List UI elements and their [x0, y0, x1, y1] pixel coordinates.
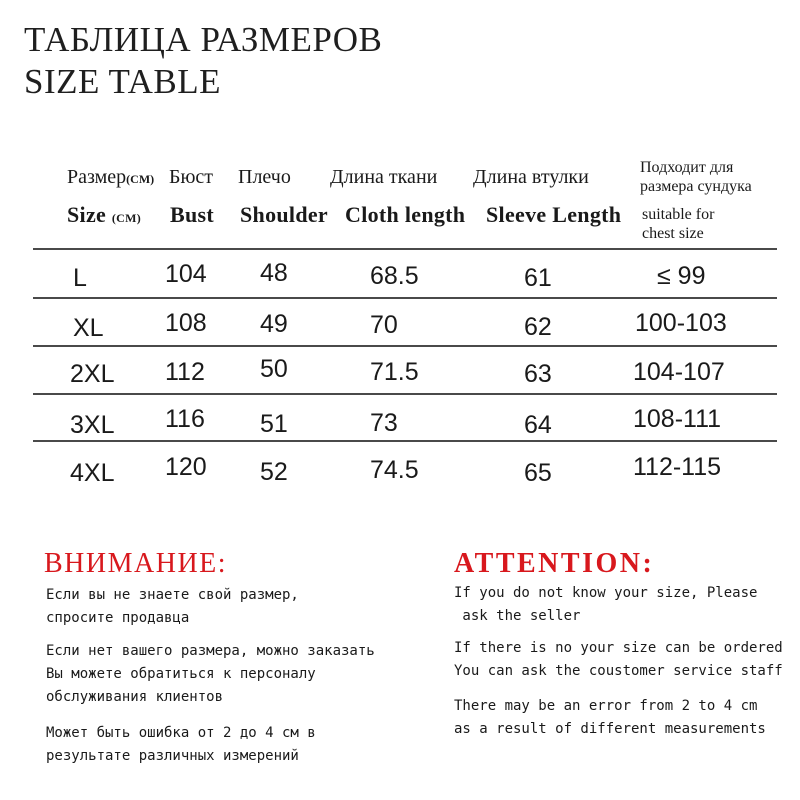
header-size-en: Size (CM)	[67, 202, 142, 227]
attention-ru-line: обслуживания клиентов	[46, 689, 224, 705]
attention-ru-line: Если нет вашего размера, можно заказать	[46, 643, 375, 659]
header-cloth-length-en: Cloth length	[345, 202, 466, 227]
attention-en-line: You can ask the coustomer service staff	[454, 663, 783, 679]
attention-ru-line: Если вы не знаете свой размер,	[46, 587, 299, 603]
cell-sleeve-length: 65	[524, 459, 552, 487]
table-divider	[33, 345, 777, 347]
header-fit-ru-line1: Подходит для	[640, 159, 734, 176]
header-bust-en: Bust	[170, 202, 214, 227]
cell-cloth-length: 74.5	[370, 456, 419, 484]
attention-ru-line: результате различных измерений	[46, 748, 299, 764]
header-fit-ru-line2: размера сундука	[640, 178, 752, 195]
cell-bust: 120	[165, 453, 207, 481]
attention-en-line: ask the seller	[454, 608, 581, 624]
attention-title-ru: ВНИМАНИЕ:	[44, 548, 228, 579]
cell-shoulder: 49	[260, 310, 288, 338]
table-divider	[33, 393, 777, 395]
attention-en-line: If you do not know your size, Please	[454, 585, 758, 601]
cell-bust: 116	[165, 405, 205, 433]
cell-shoulder: 50	[260, 355, 288, 383]
cell-cloth-length: 68.5	[370, 262, 419, 290]
header-shoulder-en: Shoulder	[240, 202, 328, 227]
header-bust-ru: Бюст	[169, 166, 214, 188]
header-shoulder-ru: Плечо	[238, 166, 291, 188]
cell-shoulder: 51	[260, 410, 288, 438]
header-sleeve-length-en: Sleeve Length	[486, 202, 622, 227]
attention-ru-line: Может быть ошибка от 2 до 4 см в	[46, 725, 316, 741]
cell-sleeve-length: 61	[524, 264, 552, 292]
header-fit-ru	[640, 158, 752, 196]
header-fit-en-line2: chest size	[642, 225, 704, 242]
cell-fit: 100-103	[635, 309, 727, 337]
attention-title-en: ATTENTION:	[454, 548, 655, 579]
cell-size: 2XL	[70, 360, 115, 388]
cell-fit: 112-115	[633, 453, 722, 481]
attention-en-line: There may be an error from 2 to 4 cm	[454, 698, 758, 714]
cell-cloth-length: 70	[370, 311, 398, 339]
cell-bust: 108	[165, 309, 207, 337]
cell-size: 3XL	[70, 411, 115, 439]
table-divider	[33, 248, 777, 250]
cell-sleeve-length: 62	[524, 313, 552, 341]
cell-fit: 104-107	[633, 358, 725, 386]
header-sleeve-length-ru: Длина втулки	[473, 166, 589, 188]
attention-en-line: If there is no your size can be ordered	[454, 640, 783, 656]
attention-ru-line: Вы можете обратиться к персоналу	[46, 666, 316, 682]
page-title-en: SIZE TABLE	[24, 62, 221, 101]
table-divider	[33, 297, 777, 299]
cell-fit: ≤ 99	[657, 262, 706, 290]
header-size-ru: Размер(CM)	[67, 166, 155, 188]
cell-sleeve-length: 64	[524, 411, 552, 439]
cell-size: 4XL	[70, 459, 115, 487]
cell-shoulder: 48	[260, 259, 288, 287]
cell-sleeve-length: 63	[524, 360, 552, 388]
header-fit-en-line1: suitable for	[642, 206, 715, 223]
page-title-ru: ТАБЛИЦА РАЗМЕРОВ	[24, 20, 383, 59]
cell-fit: 108-111	[633, 405, 722, 433]
header-fit-en	[642, 205, 714, 243]
cell-bust: 104	[165, 260, 207, 288]
cell-size: L	[73, 264, 87, 292]
cell-size: XL	[73, 314, 104, 342]
cell-bust: 112	[165, 358, 205, 386]
cell-shoulder: 52	[260, 458, 288, 486]
table-divider	[33, 440, 777, 442]
attention-en-line: as a result of different measurements	[454, 721, 766, 737]
header-cloth-length-ru: Длина ткани	[330, 166, 438, 188]
attention-ru-line: спросите продавца	[46, 610, 190, 626]
cell-cloth-length: 71.5	[370, 358, 419, 386]
cell-cloth-length: 73	[370, 409, 398, 437]
